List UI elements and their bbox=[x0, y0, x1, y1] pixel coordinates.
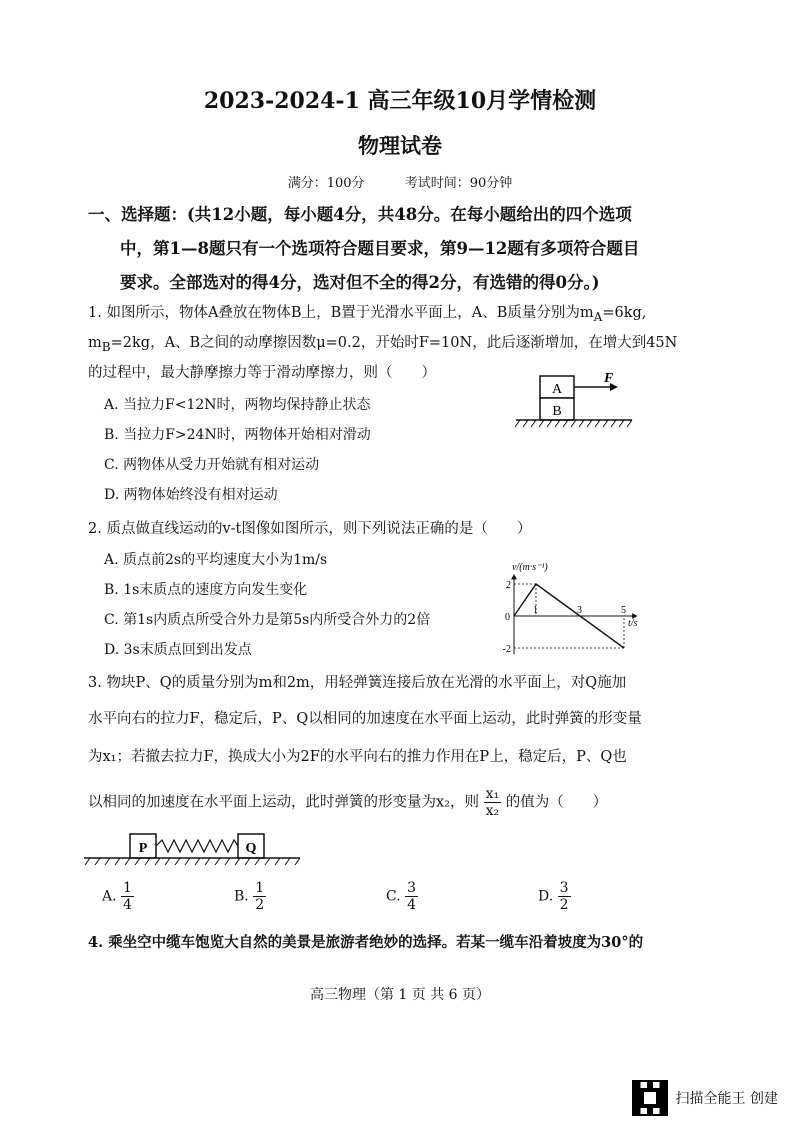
scanner-stamp bbox=[632, 1080, 778, 1116]
block-p-label: P bbox=[138, 841, 148, 856]
q1-line3: 的过程中，最大静摩擦力等于滑动摩擦力，则（ ） bbox=[88, 365, 436, 381]
q3-option-b: B. $\frac{1}{2}$ bbox=[234, 880, 265, 913]
chart-xlabel: t/s bbox=[628, 618, 638, 629]
q1-figure bbox=[512, 370, 642, 430]
q3-line3: 为x₁；若撤去拉力F，换成大小为2F的水平向右的推力作用在P上，稳定后，P、Q也 bbox=[88, 749, 627, 765]
stamp-text: 扫描全能王 创建 bbox=[675, 1091, 778, 1107]
q3-ground-hatch bbox=[85, 858, 300, 865]
q3-line4: 以相同的加速度在水平面上运动，此时弹簧的形变量为x₂，则 $\frac{\text{x₁}}{\text{x₂}}$ 的值为（ ） bbox=[88, 786, 608, 819]
section-heading-line3: 要求。全部选对的得4分，选对但不全的得2分，有选错的得0分。) bbox=[120, 273, 600, 292]
vt-chart bbox=[492, 556, 652, 660]
y-tick-label-2: 2 bbox=[506, 580, 511, 591]
force-label: F bbox=[604, 371, 614, 386]
q2-option-c: C. 第1s内质点所受合外力是第5s内所受合外力的2倍 bbox=[104, 612, 431, 628]
spring bbox=[156, 840, 238, 852]
y-tick-label--2: -2 bbox=[502, 644, 511, 655]
q1-line1: 1. 如图所示，物体A叠放在物体B上，B置于光滑水平面上，A、B质量分别为$m_A=6kg$, bbox=[88, 305, 647, 324]
y-axis-arrow bbox=[511, 574, 517, 579]
ground-hatch bbox=[515, 420, 632, 427]
q1-line2: $m_B=2kg$，A、B之间的动摩擦因数μ=0.2，开始时F=10N，此后逐渐增加，在增大到45N bbox=[88, 335, 678, 354]
q2-option-d: D. 3s末质点回到出发点 bbox=[104, 642, 252, 658]
section-heading-line1: 一、选择题：(共12小题，每小题4分，共48分。在每小题给出的四个选项 bbox=[88, 205, 632, 224]
x-tick-label-1: 1 bbox=[533, 605, 538, 616]
q1-option-a: A. 当拉力F<12N时，两物均保持静止状态 bbox=[104, 397, 371, 413]
page-footer: 高三物理（第 1 页 共 6 页） bbox=[309, 987, 491, 1003]
exam-subject: 物理试卷 bbox=[358, 133, 442, 158]
block-a-label: A bbox=[551, 382, 563, 397]
section-heading-line2: 中，第1—8题只有一个选项符合题目要求，第9—12题有多项符合题目 bbox=[120, 239, 640, 258]
q3-line2: 水平向右的拉力F，稳定后，P、Q以相同的加速度在水平面上运动，此时弹簧的形变量 bbox=[88, 711, 642, 727]
q3-ratio: $\frac{\text{x₁}}{\text{x₂}}$ bbox=[485, 786, 500, 819]
q3-option-c: C. $\frac{3}{4}$ bbox=[386, 880, 417, 913]
q1-option-c: C. 两物体从受力开始就有相对运动 bbox=[104, 457, 320, 473]
full-marks: 满分：100分 bbox=[287, 176, 365, 191]
block-b-label: B bbox=[552, 404, 562, 419]
exam-meta bbox=[0, 172, 800, 191]
q3-option-a: A. $\frac{1}{4}$ bbox=[102, 880, 132, 913]
x-tick-label-0: 0 bbox=[505, 612, 510, 623]
qr-code-icon bbox=[632, 1080, 668, 1116]
q1-option-b: B. 当拉力F>24N时，两物体开始相对滑动 bbox=[104, 427, 371, 443]
q2-option-b: B. 1s末质点的速度方向发生变化 bbox=[104, 582, 308, 598]
q3-option-d: D. $\frac{3}{2}$ bbox=[538, 880, 569, 913]
x-tick-label-3: 3 bbox=[577, 605, 582, 616]
q4-line1: 4. 乘坐空中缆车饱览大自然的美景是旅游者绝妙的选择。若某一缆车沿着坡度为30°的 bbox=[88, 934, 644, 951]
q1-option-d: D. 两物体始终没有相对运动 bbox=[104, 487, 278, 503]
exam-time: 考试时间：90分钟 bbox=[404, 176, 513, 191]
exam-title: 2023-2024-1 高三年级10月学情检测 bbox=[203, 88, 597, 114]
q2-option-a: A. 质点前2s的平均速度大小为1m/s bbox=[104, 552, 328, 568]
chart-ylabel: v/(m·s⁻¹) bbox=[512, 562, 548, 573]
x-tick-label-5: 5 bbox=[621, 605, 626, 616]
block-q-label: Q bbox=[245, 841, 257, 856]
q3-figure bbox=[82, 830, 302, 870]
q3-line1: 3. 物块P、Q的质量分别为m和2m，用轻弹簧连接后放在光滑的水平面上，对Q施加 bbox=[88, 675, 627, 691]
q2-stem: 2. 质点做直线运动的v-t图像如图所示，则下列说法正确的是（ ） bbox=[88, 521, 532, 537]
